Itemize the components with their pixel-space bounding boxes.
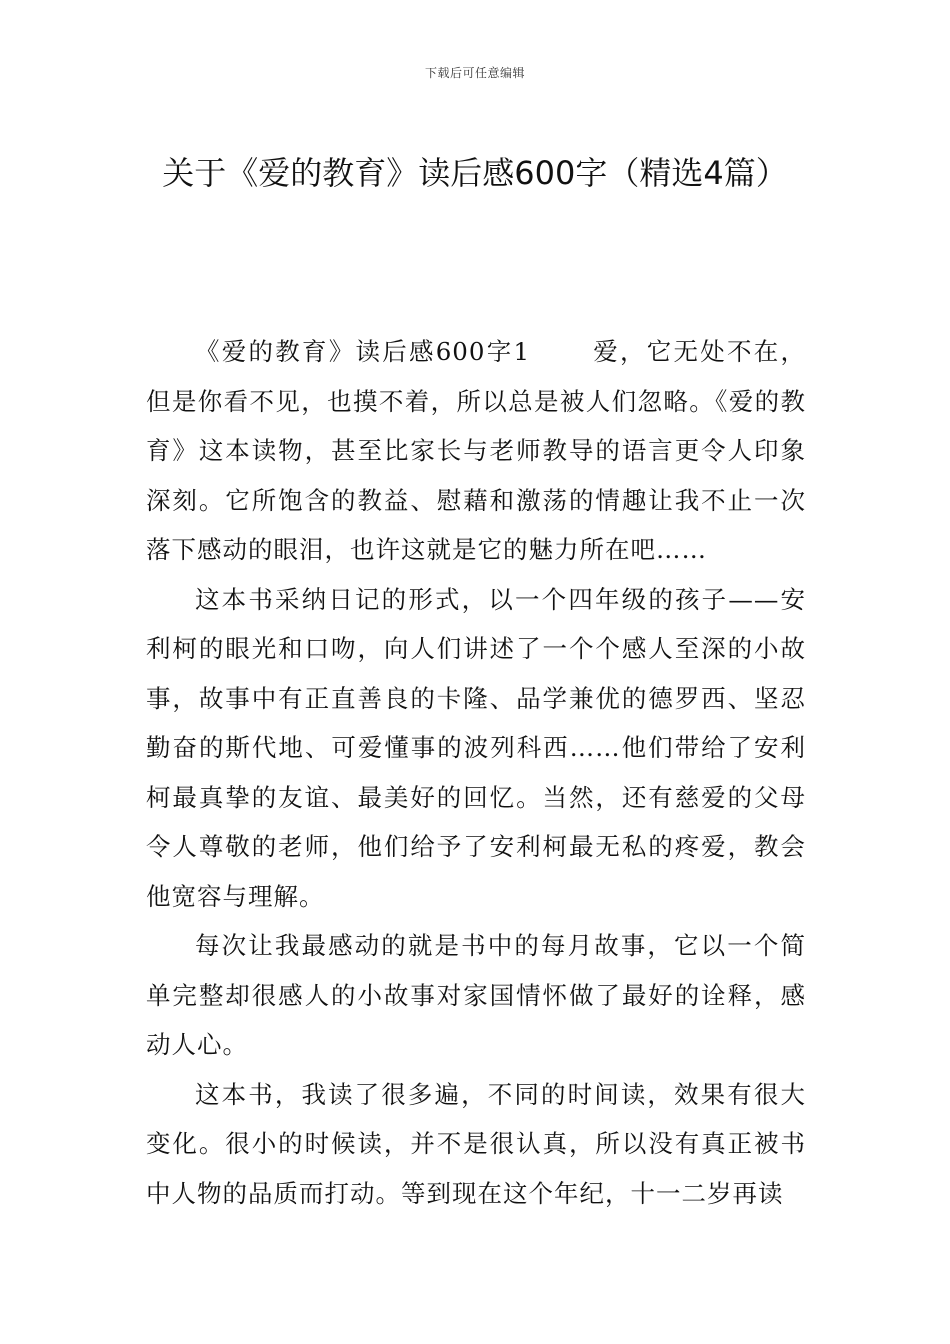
paragraph-1 — [146, 327, 806, 575]
paragraph-4: 这本书，我读了很多遍，不同的时间读，效果有很大变化。很小的时候读，并不是很认真，所以没有真正被书中人物的品质而打动。等到现在这个年纪，十一二岁再读 — [146, 1079, 806, 1208]
paragraph-3: 每次让我最感动的就是书中的每月故事，它以一个简单完整却很感人的小故事对家国情怀做了最好的诠释，感动人心。 — [146, 931, 806, 1059]
document-body — [146, 327, 806, 1218]
header-note: 下载后可任意编辑 — [424, 66, 525, 80]
document-title: 关于《爱的教育》读后感600字（精选4篇） — [162, 154, 788, 193]
section-heading-1: 《爱的教育》读后感600字1 — [195, 337, 531, 366]
paragraph-1-text: 爱，它无处不在，但是你看不见，也摸不着，所以总是被人们忽略。《爱的教育》这本读物，甚至比家长与老师教导的语言更令人印象深刻。它所饱含的教益、慰藉和激荡的情趣让我不止一次落下感动的眼泪，也许这就是它的魅力所在吧…… — [146, 337, 807, 564]
paragraph-2: 这本书采纳日记的形式，以一个四年级的孩子——安利柯的眼光和口吻，向人们讲述了一个个感人至深的小故事，故事中有正直善良的卡隆、品学兼优的德罗西、坚忍勤奋的斯代地、可爱懂事的波列科西……他们带给了安利柯最真挚的友谊、最美好的回忆。当然，还有慈爱的父母令人尊敬的老师，他们给予了安利柯最无私的疼爱，教会他宽容与理解。 — [146, 584, 806, 911]
